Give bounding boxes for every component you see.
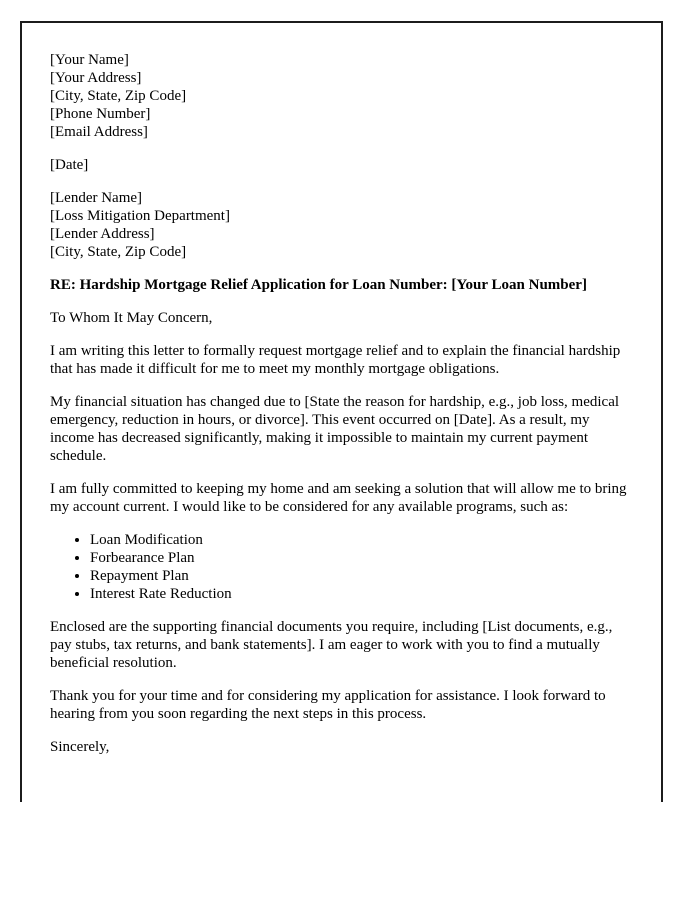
recipient-address-block	[50, 189, 631, 261]
intro-paragraph: I am writing this letter to formally request mortgage relief and to explain the financial hardship that has made it difficult for me to meet my monthly mortgage obligations.	[50, 343, 621, 377]
hardship-paragraph: My financial situation has changed due to [State the reason for hardship, e.g., job loss, medical emergency, reduction in hours, or divorce]. This event occurred on [Date]. As a result, my income has decreased significantly, making it impossible to maintain my current payment schedule.	[50, 394, 620, 464]
enclosures-paragraph: Enclosed are the supporting financial documents you require, including [List documents, e.g., pay stubs, tax returns, and bank statements]. I am eager to work with you to find a mutually beneficial resolution.	[50, 619, 613, 671]
date-line: [Date]	[50, 157, 89, 173]
program-item-loan-modification: • Loan Modification	[90, 531, 631, 549]
sender-line-email: [Email Address]	[50, 124, 148, 140]
recipient-line-lender-address: [Lender Address]	[50, 226, 155, 242]
program-item-forbearance-plan: • Forbearance Plan	[90, 549, 631, 567]
sender-line-name: [Your Name]	[50, 52, 129, 68]
recipient-line-department: [Loss Mitigation Department]	[50, 208, 230, 224]
sender-line-phone: [Phone Number]	[50, 106, 151, 122]
recipient-line-lender-name: [Lender Name]	[50, 190, 143, 206]
commitment-paragraph: I am fully committed to keeping my home and am seeking a solution that will allow me to bring my account current. I would like to be considered for any available programs, such as:	[50, 481, 627, 515]
programs-list	[50, 531, 631, 603]
letter-page-frame	[20, 21, 663, 802]
thanks-paragraph: Thank you for your time and for considering my application for assistance. I look forward to hearing from you soon regarding the next steps in this process.	[50, 688, 606, 722]
program-item-interest-rate-reduction: • Interest Rate Reduction	[90, 585, 631, 603]
salutation: To Whom It May Concern,	[50, 310, 213, 326]
recipient-line-city: [City, State, Zip Code]	[50, 244, 187, 260]
subject-line	[50, 276, 631, 294]
closing: Sincerely,	[50, 739, 110, 755]
sender-line-city: [City, State, Zip Code]	[50, 88, 187, 104]
program-item-repayment-plan: • Repayment Plan	[90, 567, 631, 585]
sender-line-address: [Your Address]	[50, 70, 142, 86]
sender-address-block	[50, 51, 631, 141]
subject-text: RE: Hardship Mortgage Relief Application for Loan Number: [Your Loan Number]	[50, 277, 587, 293]
